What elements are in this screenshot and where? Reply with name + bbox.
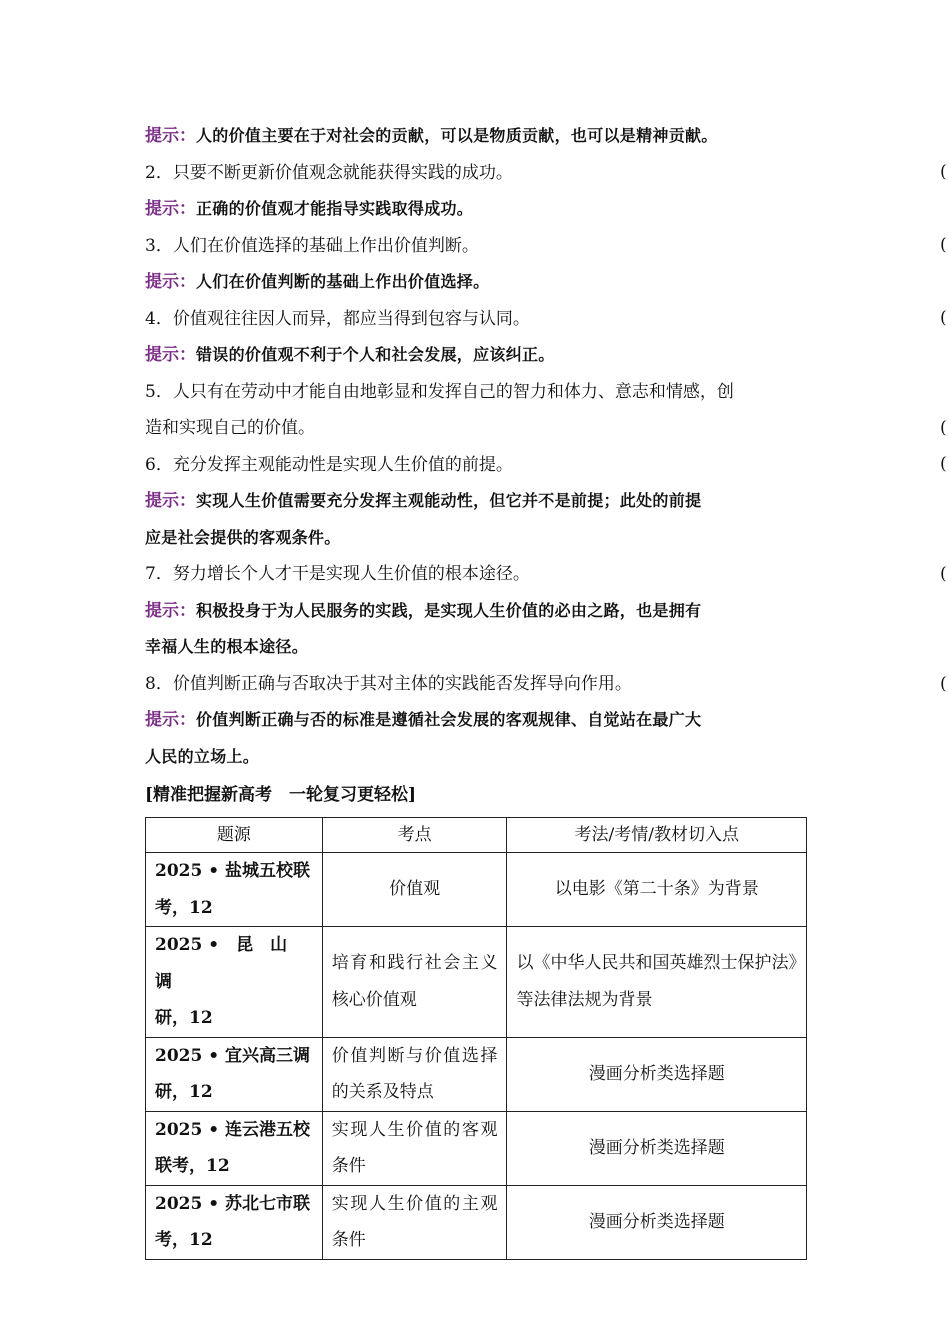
table-header-row bbox=[146, 818, 807, 853]
header-point: 考点 bbox=[322, 818, 507, 853]
cell-angle: 漫画分析类选择题 bbox=[507, 1037, 807, 1111]
hint-label: 提示： bbox=[145, 126, 196, 146]
hint-7-line-1: 提示：积极投身于为人民服务的实践，是实现人生价值的必由之路，也是拥有 bbox=[145, 600, 702, 621]
document-content bbox=[145, 118, 807, 1260]
answer-bracket: ( bbox=[940, 418, 947, 438]
cell-source: 2025 • 盐城五校联 考，12 bbox=[146, 853, 323, 927]
answer-bracket: ( bbox=[940, 308, 947, 328]
source-table bbox=[145, 817, 807, 1260]
header-angle: 考法/考情/教材切入点 bbox=[507, 818, 807, 853]
table-row bbox=[146, 1185, 807, 1259]
question-7: 7．努力增长个人才干是实现人生价值的根本途径。 bbox=[145, 564, 530, 584]
cell-angle: 以电影《第二十条》为背景 bbox=[507, 853, 807, 927]
cell-point: 培育和践行社会主义核心价值观 bbox=[322, 927, 507, 1038]
question-8: 8．价值判断正确与否取决于其对主体的实践能否发挥导向作用。 bbox=[145, 673, 632, 694]
cell-angle: 漫画分析类选择题 bbox=[507, 1111, 807, 1185]
cell-point: 价值判断与价值选择的关系及特点 bbox=[322, 1037, 507, 1111]
table-row bbox=[146, 1037, 807, 1111]
answer-bracket: ( bbox=[940, 454, 947, 474]
cell-angle: 以《中华人民共和国英雄烈士保护法》等法律法规为背景 bbox=[507, 927, 807, 1038]
answer-bracket: ( bbox=[940, 674, 947, 694]
question-6: 6．充分发挥主观能动性是实现人生价值的前提。 bbox=[145, 454, 513, 475]
cell-source: 2025 • 连云港五校 联考，12 bbox=[146, 1111, 323, 1185]
question-4: 4．价值观往往因人而异，都应当得到包容与认同。 bbox=[145, 308, 530, 329]
table-row bbox=[146, 853, 807, 927]
hint-3: 提示：人们在价值判断的基础上作出价值选择。 bbox=[145, 272, 490, 292]
cell-source: 2025 • 宜兴高三调 研，12 bbox=[146, 1037, 323, 1111]
table-row bbox=[146, 1111, 807, 1185]
cell-source: 2025 • 昆 山 调 研，12 bbox=[146, 927, 323, 1038]
question-3: 3．人们在价值选择的基础上作出价值判断。 bbox=[145, 235, 479, 256]
answer-bracket: ( bbox=[940, 162, 947, 182]
hint-6-line-2: 应是社会提供的客观条件。 bbox=[145, 527, 341, 547]
hint-8-line-1: 提示：价值判断正确与否的标准是遵循社会发展的客观规律、自觉站在最广大 bbox=[145, 710, 702, 730]
answer-bracket: ( bbox=[940, 564, 947, 584]
cell-point: 价值观 bbox=[322, 853, 507, 927]
question-5-line-2: 造和实现自己的价值。 bbox=[145, 418, 315, 438]
hint-6-line-1: 提示：实现人生价值需要充分发挥主观能动性，但它并不是前提；此处的前提 bbox=[145, 491, 702, 511]
hint-7-line-2: 幸福人生的根本途径。 bbox=[145, 637, 309, 656]
question-2: 2．只要不断更新价值观念就能获得实践的成功。 bbox=[145, 162, 513, 183]
hint-1: 提示：人的价值主要在于对社会的贡献，可以是物质贡献，也可以是精神贡献。 bbox=[145, 126, 718, 146]
hint-2: 提示：正确的价值观才能指导实践取得成功。 bbox=[145, 199, 474, 219]
cell-point: 实现人生价值的客观条件 bbox=[322, 1111, 507, 1185]
answer-bracket: ( bbox=[940, 235, 947, 255]
cell-angle: 漫画分析类选择题 bbox=[507, 1185, 807, 1259]
question-5-line-1: 5．人只有在劳动中才能自由地彰显和发挥自己的智力和体力、意志和情感，创 bbox=[145, 381, 734, 402]
header-source: 题源 bbox=[146, 818, 323, 853]
section-title: [精准把握新高考 一轮复习更轻松] bbox=[145, 785, 417, 805]
cell-point: 实现人生价值的主观条件 bbox=[322, 1185, 507, 1259]
table-row bbox=[146, 927, 807, 1038]
hint-8-line-2: 人民的立场上。 bbox=[145, 746, 260, 766]
cell-source: 2025 • 苏北七市联 考，12 bbox=[146, 1185, 323, 1259]
hint-4: 提示：错误的价值观不利于个人和社会发展，应该纠正。 bbox=[145, 345, 555, 365]
